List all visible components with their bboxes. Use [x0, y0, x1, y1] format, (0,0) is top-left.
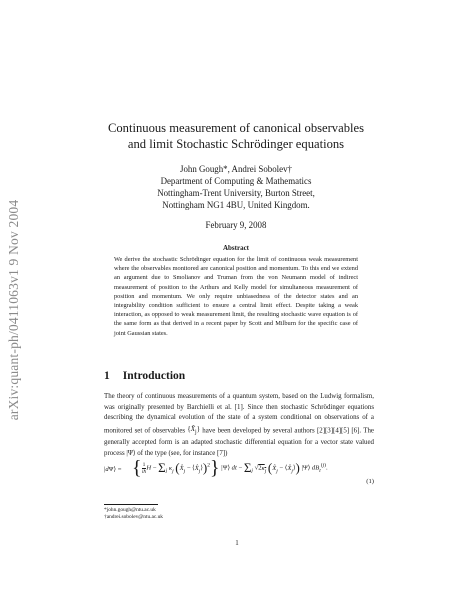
intro-text-part-2: have been developed by several authors [2][3][4][5] [6]. The generally accepted form is an adapted stochastic differential equation for a vector state valued process |Ψ⟩ of the type (see, for instance [7]) [104, 427, 374, 457]
paper-date: February 9, 2008 [205, 220, 267, 230]
arxiv-identifier-stamp [3, 150, 25, 470]
paper-title-line-2: and limit Stochastic Schrödinger equations [127, 137, 345, 151]
affiliation-line-3: Nottingham NG1 4BU, United Kingdom. [162, 200, 310, 210]
footnote-1: *john.gough@ntu.ac.uk [104, 507, 156, 513]
equation-1 [104, 458, 374, 484]
footnote-2: †andrei.sobolev@ntu.ac.uk [104, 514, 164, 520]
arxiv-identifier-text: arXiv:quant-ph/0411063v1 9 Nov 2004 [6, 199, 21, 421]
equation-rhs: { $\frac{1}{iħ}H - \Sigma_j$ $\kappa_j$ ($X̂_j$ − $⟨X̂_j⟩)^2$} |Ψ⟩ dt − $\Sigma_j$ $√2\kappa_j$ ($X̂_j$ − $⟨X̂_j⟩$) |Ψ⟩ $dB_t^{(j)}$. [132, 457, 328, 479]
section-number: 1 [104, 370, 110, 382]
section-title: Introduction [122, 370, 186, 382]
footnote-rule [104, 504, 158, 505]
abstract-body: We derive the stochastic Schrödinger equation for the limit of continuous weak measurement where the observables monitored are canonical position and momentum. To this end we extend an argument due to Smolianov and Truman from the von Neumann model of indirect measurement of position to the Arthurs and Kelly model for simultaneous measurement of position and momentum. We only require unbiasedness of the detector states and an integrability condition sufficient to ensure a central limit effect. Despite taking a weak interaction, as opposed to weak measurement limit, the resulting stochastic wave equation is of the same form as that derived in a recent paper by Scott and Milburn for the specific case of joint Gaussian states. [114, 256, 358, 337]
affiliation-line-1: Department of Computing & Mathematics [160, 176, 312, 186]
paper-title-line-1: Continuous measurement of canonical observables [107, 121, 364, 135]
abstract-heading: Abstract [222, 244, 250, 252]
introduction-paragraph [104, 392, 374, 460]
paper-title [100, 120, 372, 152]
section-heading [104, 370, 185, 382]
affiliation [100, 175, 372, 211]
affiliation-line-2: Nottingham-Trent University, Burton Street, [157, 188, 315, 198]
paper-front-matter [100, 120, 372, 338]
author-list: John Gough*, Andrei Sobolev† [180, 164, 292, 174]
page-number: 1 [235, 540, 239, 547]
equation-number: (1) [366, 478, 374, 485]
equation-lhs: |dΨ⟩ = [104, 466, 122, 473]
intro-text-part-1: The theory of continuous measurements of a quantum system, based on the Ludwig formalism, was originally presented by Barchielli et al. [1]. Since then stochastic Schrödinger equations describing the dynamical evolution of the state of a system conditional on observations of a monitored set of observables [104, 393, 374, 435]
observable-set-symbol: $\{X̂_j\}$ [187, 425, 201, 436]
